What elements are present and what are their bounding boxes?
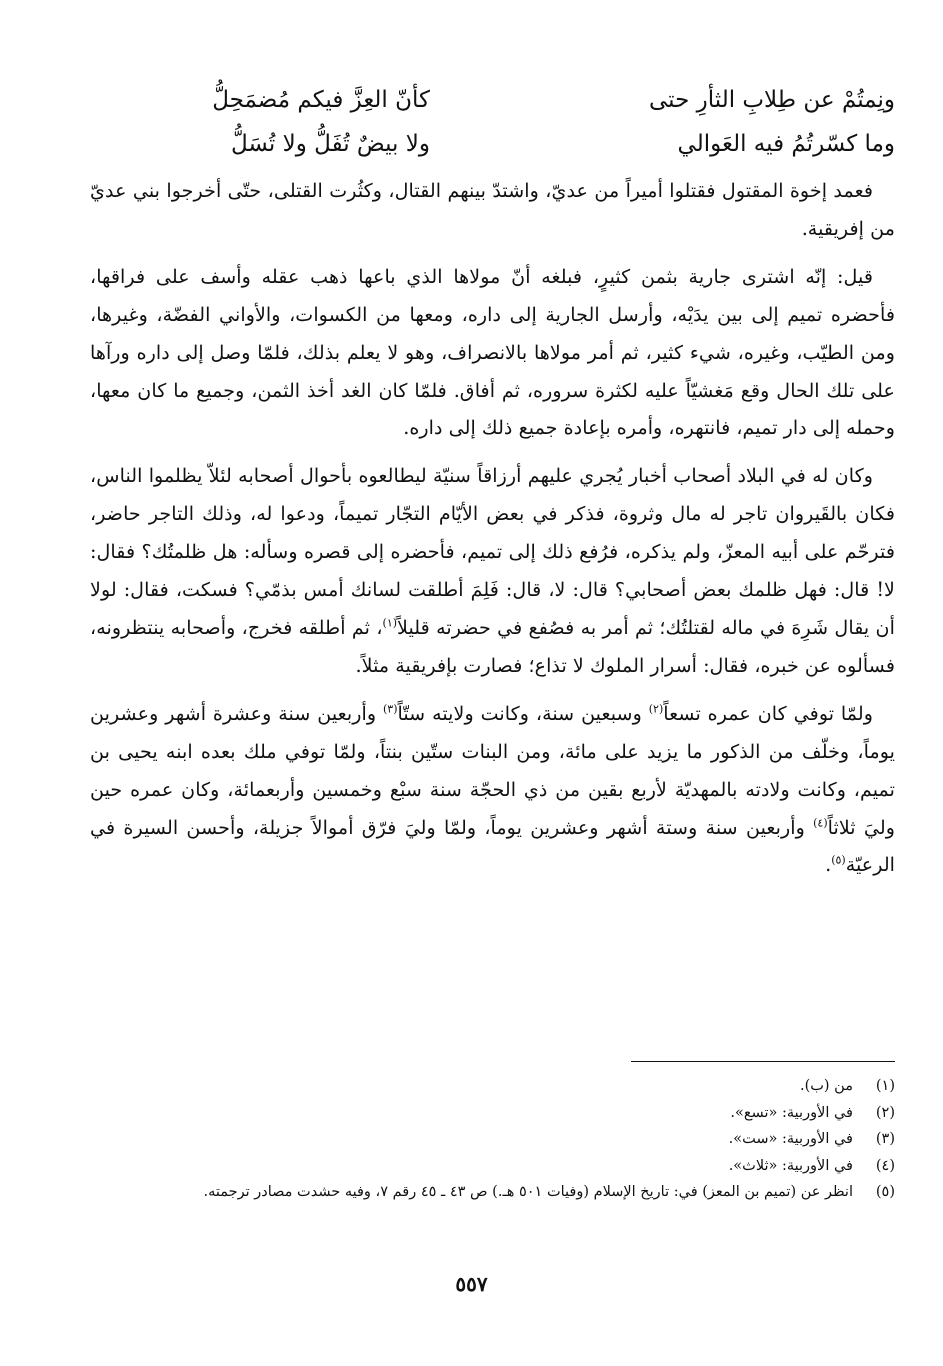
paragraph-text: .: [825, 853, 832, 877]
footnote: [90, 1100, 895, 1127]
paragraph-text: ولمّا توفي كان عمره تسعاً: [663, 701, 873, 725]
footnote-text: في الأوربية: «ثلاث».: [728, 1157, 853, 1174]
footnote-text: في الأوربية: «ست».: [728, 1131, 853, 1147]
footnotes: [90, 1073, 895, 1206]
paragraph-text: وأربعين سنة وعشرة أشهر وعشرين يوماً، وخلّف من الذكور ما يزيد على مائة، ومن البنات ستّين بنتاً، ولمّا توفي ملك بعده ابنه يحيى بن تميم، وكانت ولادته بالمهديّة لأربع بقين من ذي الحجّة سنة سبْع وخمسين وأربعمائة، وكان عمره حين وليَ ثلاثاً: [90, 701, 895, 839]
paragraph: فعمد إخوة المقتول فقتلوا أميراً من عديّ، واشتدّ بينهم القتال، وكثُرت القتلى، حتّى أخرجوا بني عديّ من إفريقية.: [90, 179, 895, 240]
footnote-number: (٣): [875, 1131, 895, 1147]
paragraph-text: ، ثم أطلقه فخرج، وأصحابه ينتظرونه، فسألوه عن خبره، فقال: أسرار الملوك لا تذاع؛ فصارت بإفريقية مثلاً.: [90, 615, 895, 677]
footnote-divider: [631, 1061, 895, 1062]
paragraph: [90, 457, 895, 684]
footnote-reference: (٢): [648, 702, 664, 716]
footnote-reference: (١): [382, 616, 398, 630]
footnote-reference: (٣): [383, 702, 398, 716]
paragraph: قيل: إنّه اشترى جارية بثمن كثيرٍ، فبلغه أنّ مولاها الذي باعها ذهب عقله وأسف على فراقها، فأحضره تميم إلى بين يدَيْه، وأرسل الجارية إلى داره، ومعها من الكسوات، والأواني الفضّة، وغيرها، ومن الطيّب، وغيره، شيء كثير، ثم أمر مولاها بالانصراف، وهو لا يعلم بذلك، فلمّا وصل إلى داره ورآها على تلك الحال وقع مَغشيّاً عليه لكثرة سروره، ثم أفاق. فلمّا كان الغد أخذ الثمن، وجميع ما كان معها، وحمله إلى دار تميم، فانتهره، وأمره بإعادة جميع ذلك إلى داره.: [90, 264, 895, 440]
footnote-text: في الأوربية: «تسع».: [730, 1104, 853, 1121]
paragraph-text: وسبعين سنة، وكانت ولايته ستّاً: [397, 701, 649, 725]
page-body: [90, 78, 895, 894]
poem-verses: [90, 78, 895, 166]
footnote-reference: (٤): [813, 816, 828, 830]
paragraph: [90, 695, 895, 885]
verse-line: [90, 78, 895, 122]
footnote: [90, 1153, 895, 1180]
verse-first-hemistich: وما كسّرتُمُ فيه العَوالي: [677, 131, 895, 157]
footnote: [90, 1179, 895, 1206]
verse-second-hemistich: كأنّ العِزَّ فيكم مُضمَحِلُّ: [212, 87, 430, 113]
footnote-text: من (ب).: [800, 1078, 853, 1094]
footnote-number: (٤): [875, 1157, 895, 1174]
footnote: [90, 1126, 895, 1153]
paragraph-text: وكان له في البلاد أصحاب أخبار يُجري عليهم أرزاقاً سنيّة ليطالعوه بأحوال أصحابه لئلاّ يظلموا الناس، فكان بالقَيروان تاجر له مال وثروة، فذكر في بعض الأيّام التجّار تميماً، ودعوا له، وذلك التاجر حاضر، فترحّم على أبيه المعزّ، ولم يذكره، فرُفع ذلك إلى تميم، فأحضره إلى قصره وسأله: هل ظلمتُك؟ فقال: لا! قال: فهل ظلمك بعض أصحابي؟ قال: لا، قال: فَلِمَ أطلقت لسانك أمس بذمّي؟ فسكت، فقال: لولا أن يقال شَرِهَ في ماله لقتلتُك؛ ثم أمر به فصُفع في حضرته قليلاً: [90, 464, 895, 639]
footnote-number: (١): [875, 1078, 895, 1094]
page-number: ٥٥٧: [455, 1272, 488, 1296]
verse-second-hemistich: ولا بيضٌ تُفَلُّ ولا تُسَلُّ: [230, 131, 430, 157]
footnote-text: انظر عن (تميم بن المعز) في: تاريخ الإسلام (وفيات ٥٠١ هـ.) ص ٤٣ ـ ٤٥ رقم ٧، وفيه حشدت مصادر ترجمته.: [203, 1184, 853, 1200]
footnote-number: (٥): [875, 1184, 895, 1200]
paragraph-text: وأربعين سنة وستة أشهر وعشرين يوماً، ولمّا وليَ فرّق أموالاً جزيلة، وأحسن السيرة في الرعيّة: [90, 815, 895, 877]
footnote-number: (٢): [875, 1104, 895, 1121]
verse-line: [90, 122, 895, 166]
verse-first-hemistich: ونِمتُمْ عن طِلابِ الثأرِ حتى: [649, 87, 895, 113]
footnote-reference: (٥): [831, 854, 846, 868]
footnote: [90, 1073, 895, 1100]
